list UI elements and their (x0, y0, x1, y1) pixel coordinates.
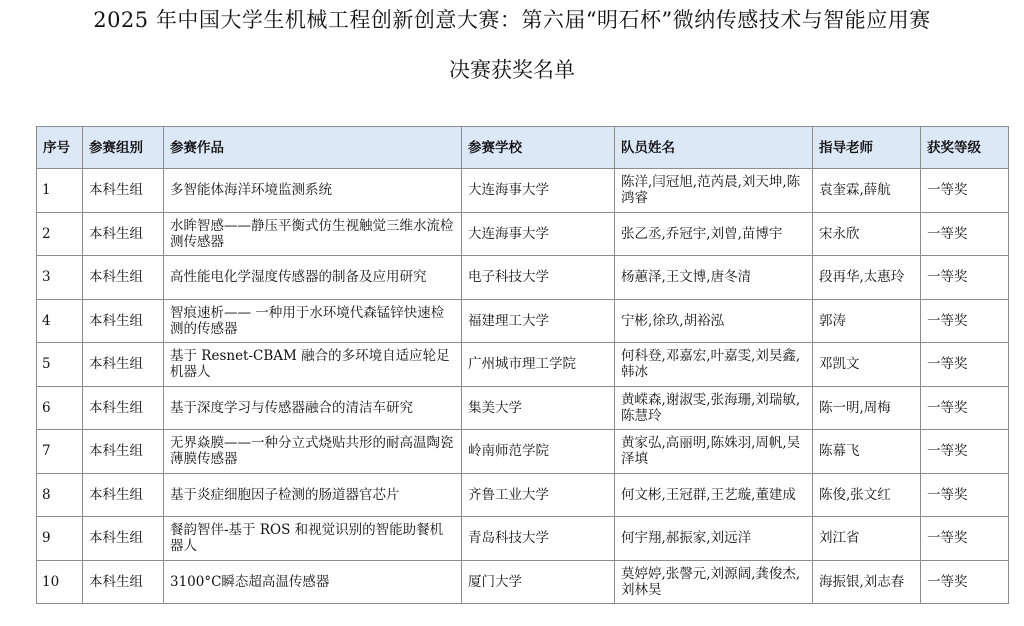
cell-members: 何文彬,王冠群,王艺璇,董建成 (615, 473, 813, 517)
cell-advisor: 宋永欣 (813, 212, 921, 256)
cell-work: 高性能电化学湿度传感器的制备及应用研究 (164, 256, 462, 300)
header-members: 队员姓名 (615, 127, 813, 169)
table-row (37, 256, 1009, 300)
cell-work: 基于深度学习与传感器融合的清洁车研究 (164, 386, 462, 430)
cell-group: 本科生组 (83, 343, 164, 387)
cell-advisor: 海振银,刘志春 (813, 560, 921, 604)
cell-award: 一等奖 (921, 430, 1009, 474)
header-advisor: 指导老师 (813, 127, 921, 169)
cell-award: 一等奖 (921, 169, 1009, 213)
cell-award: 一等奖 (921, 343, 1009, 387)
cell-school: 齐鲁工业大学 (462, 473, 615, 517)
header-school: 参赛学校 (462, 127, 615, 169)
table-row (37, 343, 1009, 387)
header-group: 参赛组别 (83, 127, 164, 169)
cell-group: 本科生组 (83, 299, 164, 343)
cell-group: 本科生组 (83, 169, 164, 213)
cell-index: 2 (37, 212, 83, 256)
cell-advisor: 段再华,太惠玲 (813, 256, 921, 300)
cell-index: 6 (37, 386, 83, 430)
table-row (37, 212, 1009, 256)
table-row (37, 299, 1009, 343)
cell-work: 3100°C瞬态超高温传感器 (164, 560, 462, 604)
cell-school: 福建理工大学 (462, 299, 615, 343)
cell-group: 本科生组 (83, 212, 164, 256)
cell-work: 基于炎症细胞因子检测的肠道器官芯片 (164, 473, 462, 517)
table-row (37, 560, 1009, 604)
cell-members: 莫婷婷,张謦元,刘源阔,龚俊杰,刘林昊 (615, 560, 813, 604)
cell-award: 一等奖 (921, 386, 1009, 430)
cell-members: 宁彬,徐玖,胡裕泓 (615, 299, 813, 343)
cell-group: 本科生组 (83, 430, 164, 474)
cell-award: 一等奖 (921, 517, 1009, 561)
award-table (36, 126, 1009, 604)
table-row (37, 169, 1009, 213)
cell-advisor: 刘江省 (813, 517, 921, 561)
cell-work: 基于 Resnet-CBAM 融合的多环境自适应轮足机器人 (164, 343, 462, 387)
cell-school: 大连海事大学 (462, 169, 615, 213)
cell-index: 1 (37, 169, 83, 213)
cell-advisor: 陈幕飞 (813, 430, 921, 474)
header-index: 序号 (37, 127, 83, 169)
cell-work: 无界焱膜——一种分立式烧贴共形的耐高温陶瓷薄膜传感器 (164, 430, 462, 474)
cell-work: 智痕速析—— 一种用于水环境代森锰锌快速检测的传感器 (164, 299, 462, 343)
cell-index: 10 (37, 560, 83, 604)
cell-school: 集美大学 (462, 386, 615, 430)
cell-advisor: 邓凯文 (813, 343, 921, 387)
cell-members: 陈洋,闫冠旭,范芮晨,刘天坤,陈鸿睿 (615, 169, 813, 213)
table-row (37, 473, 1009, 517)
cell-work: 水眸智感——静压平衡式仿生视触觉三维水流检测传感器 (164, 212, 462, 256)
cell-award: 一等奖 (921, 256, 1009, 300)
cell-school: 青岛科技大学 (462, 517, 615, 561)
cell-advisor: 陈俊,张文红 (813, 473, 921, 517)
cell-work: 餐韵智伴-基于 ROS 和视觉识别的智能助餐机器人 (164, 517, 462, 561)
cell-school: 电子科技大学 (462, 256, 615, 300)
cell-advisor: 袁奎霖,薛航 (813, 169, 921, 213)
header-work: 参赛作品 (164, 127, 462, 169)
document-title: 2025 年中国大学生机械工程创新创意大赛：第六届“明石杯”微纳传感技术与智能应用赛 (93, 8, 931, 32)
cell-school: 广州城市理工学院 (462, 343, 615, 387)
header-award: 获奖等级 (921, 127, 1009, 169)
table-header-row (37, 127, 1009, 169)
cell-index: 7 (37, 430, 83, 474)
cell-group: 本科生组 (83, 560, 164, 604)
cell-index: 5 (37, 343, 83, 387)
cell-school: 大连海事大学 (462, 212, 615, 256)
cell-school: 厦门大学 (462, 560, 615, 604)
table-row (37, 430, 1009, 474)
cell-group: 本科生组 (83, 386, 164, 430)
cell-award: 一等奖 (921, 473, 1009, 517)
cell-members: 黄嵘森,谢淑雯,张海珊,刘瑞敏,陈慧玲 (615, 386, 813, 430)
cell-advisor: 陈一明,周梅 (813, 386, 921, 430)
cell-work: 多智能体海洋环境监测系统 (164, 169, 462, 213)
cell-advisor: 郭涛 (813, 299, 921, 343)
cell-group: 本科生组 (83, 517, 164, 561)
cell-award: 一等奖 (921, 299, 1009, 343)
cell-index: 8 (37, 473, 83, 517)
document-subtitle: 决赛获奖名单 (449, 58, 575, 82)
cell-school: 岭南师范学院 (462, 430, 615, 474)
cell-group: 本科生组 (83, 473, 164, 517)
cell-index: 9 (37, 517, 83, 561)
cell-award: 一等奖 (921, 560, 1009, 604)
table-row (37, 386, 1009, 430)
cell-members: 张乙丞,乔冠宇,刘曾,苗博宇 (615, 212, 813, 256)
cell-members: 何科登,邓嘉宏,叶嘉雯,刘昊鑫,韩冰 (615, 343, 813, 387)
cell-index: 3 (37, 256, 83, 300)
cell-members: 杨蕙泽,王文博,唐冬清 (615, 256, 813, 300)
cell-members: 黄家弘,高丽明,陈姝羽,周帆,吴泽填 (615, 430, 813, 474)
table-row (37, 517, 1009, 561)
cell-index: 4 (37, 299, 83, 343)
cell-award: 一等奖 (921, 212, 1009, 256)
cell-members: 何宇翔,郝振家,刘远洋 (615, 517, 813, 561)
cell-group: 本科生组 (83, 256, 164, 300)
